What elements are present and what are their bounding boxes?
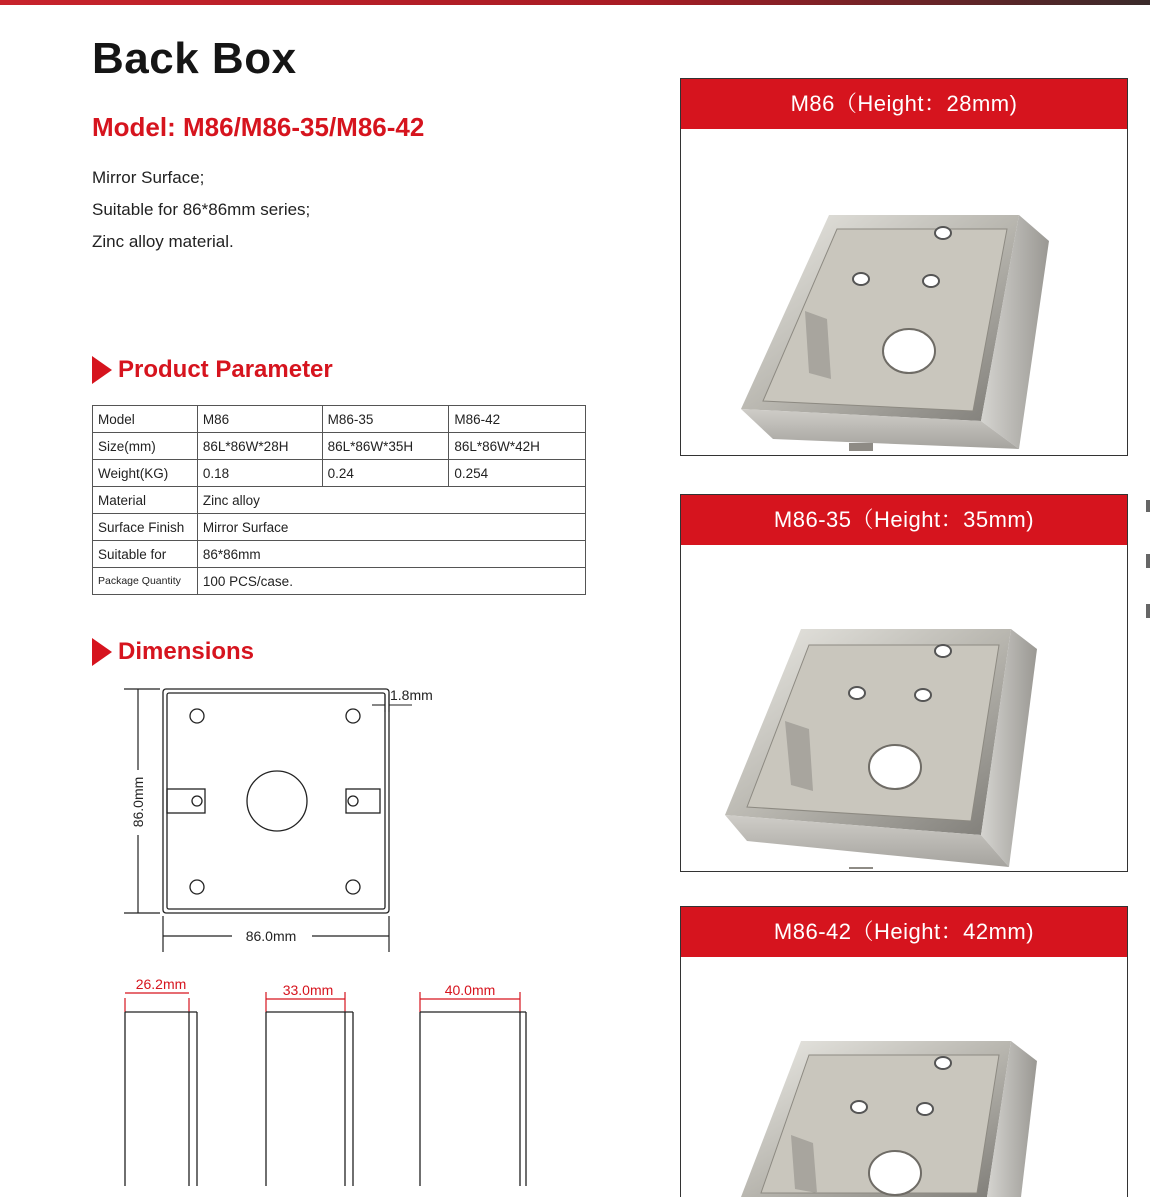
section-title: Dimensions — [118, 638, 255, 665]
table-cell: Weight(KG) — [93, 460, 198, 487]
table-cell: M86 — [197, 406, 322, 433]
table-cell: Model — [93, 406, 198, 433]
panel-title: M86-42（Height：42mm) — [681, 907, 1127, 957]
triangle-bullet-icon — [92, 638, 112, 666]
depth-label: 33.0mm — [282, 982, 334, 998]
back-box-image — [681, 129, 1127, 453]
page-title: Back Box — [92, 34, 297, 83]
table-cell: Suitable for — [93, 541, 198, 568]
section-product-parameter — [92, 356, 333, 384]
clipped-edge-marks — [1146, 500, 1150, 620]
back-box-image — [681, 957, 1127, 1197]
table-cell: 0.254 — [449, 460, 586, 487]
panel-title: M86-35（Height：35mm) — [681, 495, 1127, 545]
table-cell: 0.24 — [322, 460, 449, 487]
table-cell: M86-35 — [322, 406, 449, 433]
table-cell: 0.18 — [197, 460, 322, 487]
table-cell: 86L*86W*28H — [197, 433, 322, 460]
depth-label: 40.0mm — [444, 982, 496, 998]
wall-label: 1.8mm — [390, 687, 433, 703]
table-row — [93, 406, 586, 433]
feature-list — [92, 162, 310, 258]
table-row — [93, 514, 586, 541]
table-cell: 86L*86W*42H — [449, 433, 586, 460]
top-accent-bar — [0, 0, 1150, 5]
section-dimensions — [92, 638, 254, 666]
dimension-drawing — [0, 670, 620, 1186]
height-label: 86.0mm — [130, 776, 146, 828]
product-panel-m86-35 — [680, 494, 1128, 872]
width-label: 86.0mm — [245, 928, 297, 944]
table-cell: 86*86mm — [197, 541, 585, 568]
section-title: Product Parameter — [118, 356, 333, 383]
table-row — [93, 568, 586, 595]
back-box-image — [681, 545, 1127, 869]
feature-item: Mirror Surface; — [92, 168, 205, 187]
table-cell: Package Quantity — [93, 568, 198, 595]
panel-title: M86（Height：28mm) — [681, 79, 1127, 129]
product-panel-m86-42 — [680, 906, 1128, 1197]
table-row — [93, 433, 586, 460]
table-cell: Surface Finish — [93, 514, 198, 541]
parameter-table — [92, 405, 586, 595]
table-cell: Size(mm) — [93, 433, 198, 460]
table-row — [93, 487, 586, 514]
table-cell: 100 PCS/case. — [197, 568, 585, 595]
triangle-bullet-icon — [92, 356, 112, 384]
model-line: Model: M86/M86-35/M86-42 — [92, 112, 425, 142]
front-view — [163, 689, 389, 913]
side-view-m86-35 — [266, 982, 353, 1186]
table-cell: Zinc alloy — [197, 487, 585, 514]
depth-label: 26.2mm — [135, 976, 187, 992]
table-cell: Material — [93, 487, 198, 514]
side-view-m86-42 — [420, 982, 526, 1186]
feature-item: Suitable for 86*86mm series; — [92, 200, 311, 219]
table-row — [93, 541, 586, 568]
table-cell: 86L*86W*35H — [322, 433, 449, 460]
table-cell: M86-42 — [449, 406, 586, 433]
table-row — [93, 460, 586, 487]
feature-item: Zinc alloy material. — [92, 232, 234, 251]
side-view-m86 — [125, 976, 197, 1186]
table-cell: Mirror Surface — [197, 514, 585, 541]
product-panel-m86 — [680, 78, 1128, 456]
